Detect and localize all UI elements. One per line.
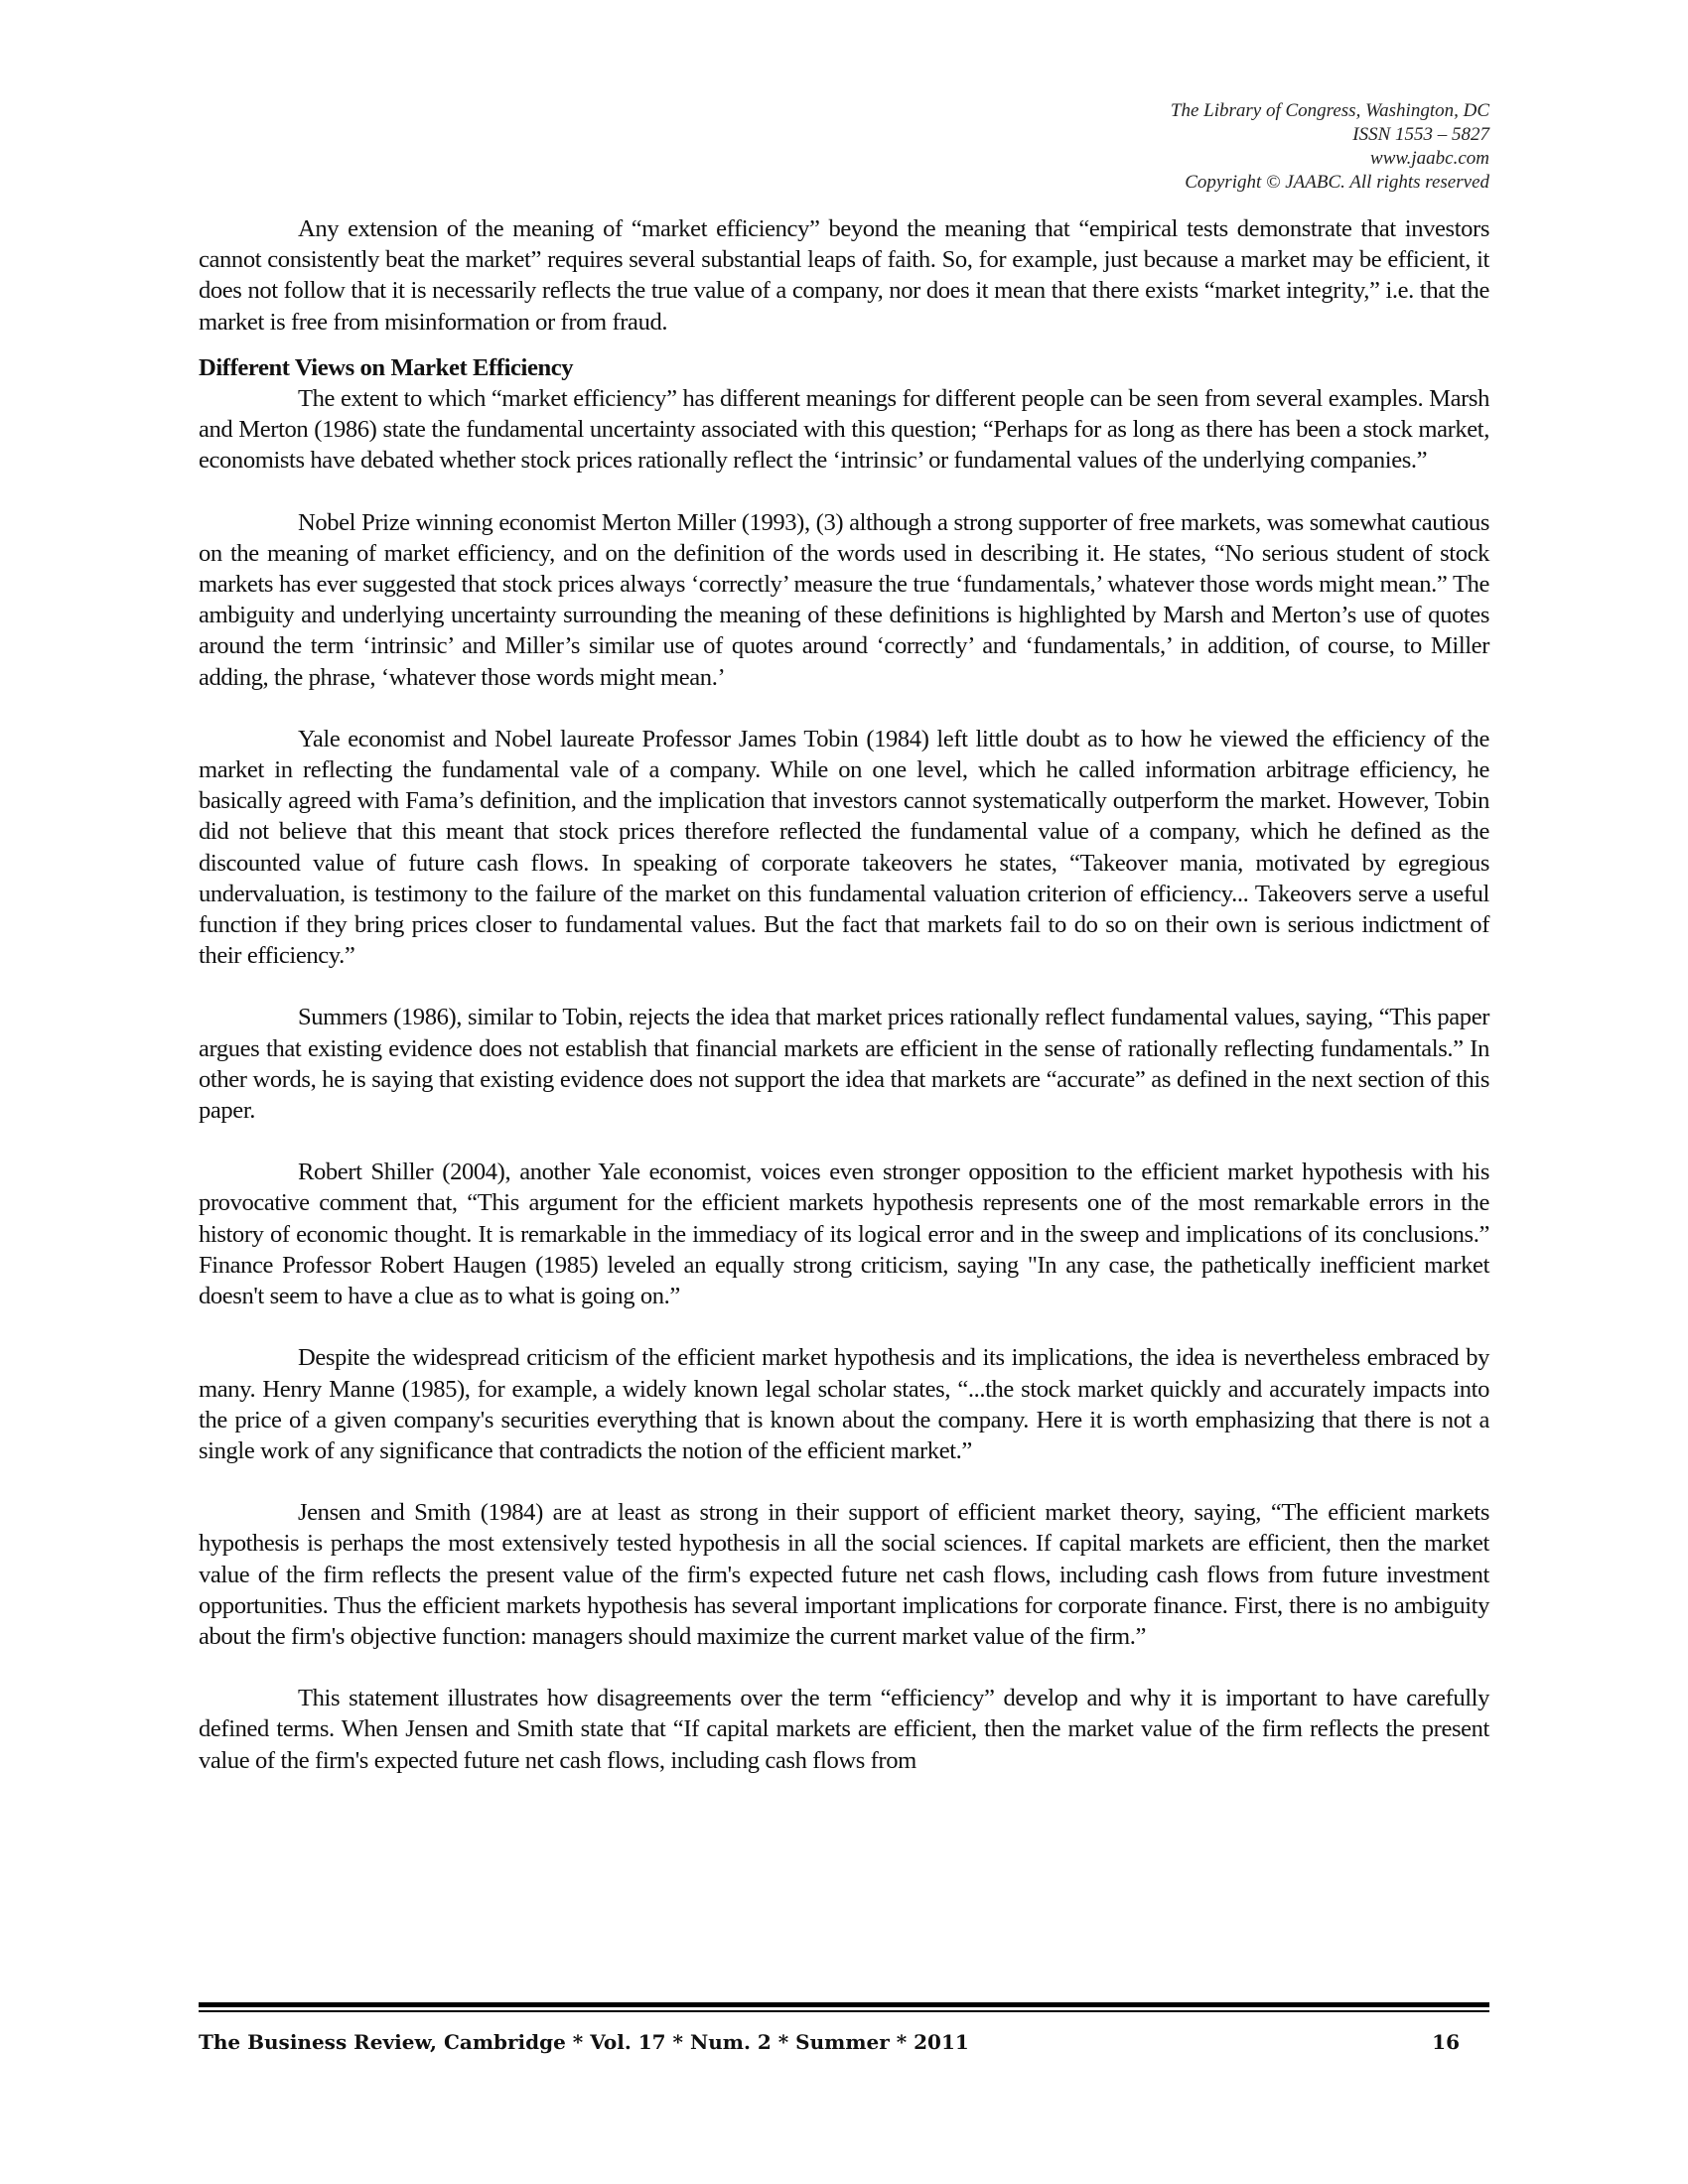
paragraph-6: Robert Shiller (2004), another Yale economist, voices even stronger opposition to the efficient market hypothesis with his provocative comment that, “This argument for the efficient markets hypothesis represents one of the most remarkable errors in the history of economic thought. It is remarkable in the immediacy of its logical error and in the sweep and implications of its conclusions.” Finance Professor Robert Haugen (1985) leveled an equally strong criticism, saying "In any case, the pathetically inefficient market doesn't seem to have a clue as to what is going on.” (199, 1159, 1489, 1310)
page-number: 16 (1432, 2030, 1460, 2054)
paragraph-5: Summers (1986), similar to Tobin, rejects the idea that market prices rationally reflect fundamental values, saying, “This paper argues that existing evidence does not establish that financial markets are efficient in the sense of rationally reflecting fundamentals.” In other words, he is saying that existing evidence does not support the idea that markets are “accurate” as defined in the next section of this paper. (199, 1004, 1489, 1125)
paragraph-1: Any extension of the meaning of “market efficiency” beyond the meaning that “empirical tests demonstrate that investors cannot consistently beat the market” requires several substantial leaps of faith. So, for example, just because a market may be efficient, it does not follow that it is necessarily reflects the true value of a company, nor does it mean that there exists “market integrity,” i.e. that the market is free from misinformation or from fraud. (199, 215, 1489, 336)
header-copyright: Copyright © JAABC. All rights reserved (1185, 172, 1489, 193)
section-heading: Different Views on Market Efficiency (199, 353, 574, 381)
header-website: www.jaabc.com (1370, 148, 1489, 169)
header-publisher: The Library of Congress, Washington, DC (1170, 100, 1489, 121)
page-header (1171, 99, 1489, 195)
footer-rule (199, 2002, 1489, 2016)
paragraph-7: Despite the widespread criticism of the efficient market hypothesis and its implications, the idea is nevertheless embraced by many. Henry Manne (1985), for example, a widely known legal scholar states, “...the stock market quickly and accurately impacts into the price of a given company's securities everything that is known about the company. Here it is worth emphasizing that there is not a single work of any significance that contradicts the notion of the efficient market.” (199, 1344, 1489, 1464)
paragraph-8: Jensen and Smith (1984) are at least as strong in their support of efficient market theory, saying, “The efficient markets hypothesis is perhaps the most extensively tested hypothesis in all the social sciences. If capital markets are efficient, then the market value of the firm reflects the present value of the firm's expected future net cash flows, including cash flows from future investment opportunities. Thus the efficient markets hypothesis has several important implications for corporate finance. First, there is no ambiguity about the firm's objective function: managers should maximize the current market value of the firm.” (199, 1499, 1489, 1650)
footer-journal-info: The Business Review, Cambridge * Vol. 17 * Num. 2 * Summer * 2011 (199, 2030, 969, 2054)
paragraph-3: Nobel Prize winning economist Merton Miller (1993), (3) although a strong supporter of free markets, was somewhat cautious on the meaning of market efficiency, and on the definition of the words used in describing it. He states, “No serious student of stock markets has ever suggested that stock prices always ‘correctly’ measure the true ‘fundamentals,’ whatever those words might mean.” The ambiguity and underlying uncertainty surrounding the meaning of these definitions is highlighted by Marsh and Merton’s use of quotes around the term ‘intrinsic’ and Miller’s similar use of quotes around ‘correctly’ and ‘fundamentals,’ in addition, of course, to Miller adding, the phrase, ‘whatever those words might mean.’ (199, 508, 1489, 691)
paragraph-4: Yale economist and Nobel laureate Professor James Tobin (1984) left little doubt as to how he viewed the efficiency of the market in reflecting the fundamental vale of a company. While on one level, which he called information arbitrage efficiency, he basically agreed with Fama’s definition, and the implication that investors cannot systematically outperform the market. However, Tobin did not believe that this meant that stock prices therefore reflected the fundamental value of a company, which he defined as the discounted value of future cash flows. In speaking of corporate takeovers he states, “Takeover mania, motivated by egregious undervaluation, is testimony to the failure of the market on this fundamental valuation criterion of efficiency... Takeovers serve a useful function if they bring prices closer to fundamental values. But the fact that markets fail to do so on their own is serious indictment of their efficiency.” (199, 725, 1489, 970)
article-body (199, 213, 1489, 1807)
header-issn: ISSN 1553 – 5827 (1352, 124, 1489, 145)
paragraph-9: This statement illustrates how disagreements over the term “efficiency” develop and why it is important to have carefully defined terms. When Jensen and Smith state that “If capital markets are efficient, then the market value of the firm reflects the present value of the firm's expected future net cash flows, including cash flows from (199, 1685, 1489, 1774)
footer-rule-thin (199, 2010, 1489, 2012)
footer-rule-thick (199, 2002, 1489, 2007)
paragraph-2: The extent to which “market efficiency” has different meanings for different people can be seen from several examples. Marsh and Merton (1986) state the fundamental uncertainty associated with this question; “Perhaps for as long as there has been a stock market, economists have debated whether stock prices rationally reflect the ‘intrinsic’ or fundamental values of the underlying companies.” (199, 385, 1489, 475)
